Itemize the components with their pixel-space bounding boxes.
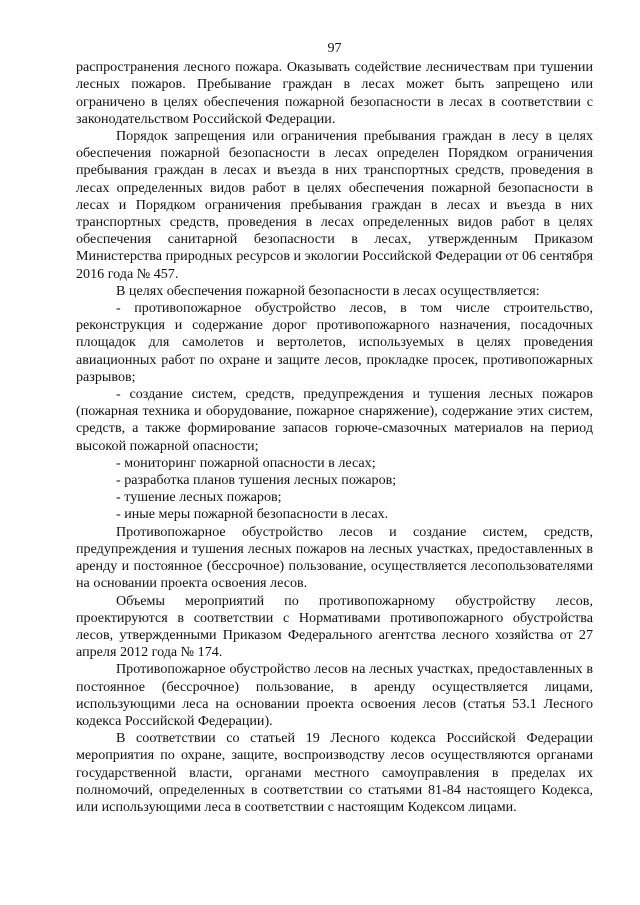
list-item-other-measures: - иные меры пожарной безопасности в лесах. [116,506,389,523]
list-item-extinguishing: - тушение лесных пожаров; [116,489,282,506]
paragraph-permanent-use: Противопожарное обустройство лесов на лесных участках, предоставленных в постоянное (бессрочное) пользование, в аренду осуществляется лицами, использующими леса на основании проекта освоения лесов (статья 53.1 Лесного кодекса Российской Федерации). [76,661,593,729]
paragraph-prohibition-order: Порядок запрещения или ограничения пребывания граждан в лесу в целях обеспечения пожарной безопасности в лесах определен Порядком ограничения пребывания граждан в лесах и въезда в них транспортных средств, проведения в лесах определенных видов работ в целях обеспечения пожарной безопасности в лесах и Порядком ограничения пребывания граждан в лесах и въезда в них транспортных средств, проведения в лесах определенных видов работ в целях обеспечения санитарной безопасности в лесах, утвержденным Приказом Министерства природных ресурсов и экологии Российской Федерации от 06 сентября 2016 года № 457. [76,128,593,282]
list-item-fire-arrangement: - противопожарное обустройство лесов, в том числе строительство, реконструкция и содержание дорог противопожарного назначения, посадочных площадок для самолетов и вертолетов, используемых в целях проведения авиационных работ по охране и защите лесов, прокладке просек, противопожарных разрывов; [76,300,593,385]
paragraph-volume-norms: Объемы мероприятий по противопожарному обустройству лесов, проектируются в соответствии с Нормативами противопожарного обустройства лесов, утвержденными Приказом Федерального агентства лесного хозяйства от 27 апреля 2012 года № 174. [76,592,593,661]
paragraph-measures-intro: В целях обеспечения пожарной безопасности в лесах осуществляется: [116,282,540,299]
document-page [76,40,593,816]
list-item-fire-systems: - создание систем, средств, предупреждения и тушения лесных пожаров (пожарная техника и оборудование, пожарное снаряжение), содержание этих систем, средств, а также формирование запасов горюче-смазочных материалов на период высокой пожарной опасности; [76,386,593,454]
paragraph-lease-arrangement: Противопожарное обустройство лесов и создание систем, средств, предупреждения и тушения лесных пожаров на лесных участках, предоставленных в аренду и постоянное (бессрочное) пользование, осуществляется лесопользователями на основании проекта освоения лесов. [76,523,593,592]
paragraph-article-19: В соответствии со статьей 19 Лесного кодекса Российской Федерации мероприятия по охране, защите, воспроизводству лесов осуществляются органами государственной власти, органами местного самоуправления в пределах их полномочий, определенных в соответствии со статьями 81-84 настоящего Кодекса, или использующими леса в соответствии с настоящим Кодексом лицами. [76,730,593,815]
list-item-plans: - разработка планов тушения лесных пожаров; [116,472,397,489]
page-number: 97 [327,40,342,56]
list-item-monitoring: - мониторинг пожарной опасности в лесах; [116,454,376,471]
paragraph-continuation: распространения лесного пожара. Оказывать содействие лесничествам при тушении лесных пожаров. Пребывание граждан в лесах может быть запрещено или ограничено в целях обеспечения пожарной безопасности в лесах в соответствии с законодательством Российской Федерации. [76,59,593,127]
